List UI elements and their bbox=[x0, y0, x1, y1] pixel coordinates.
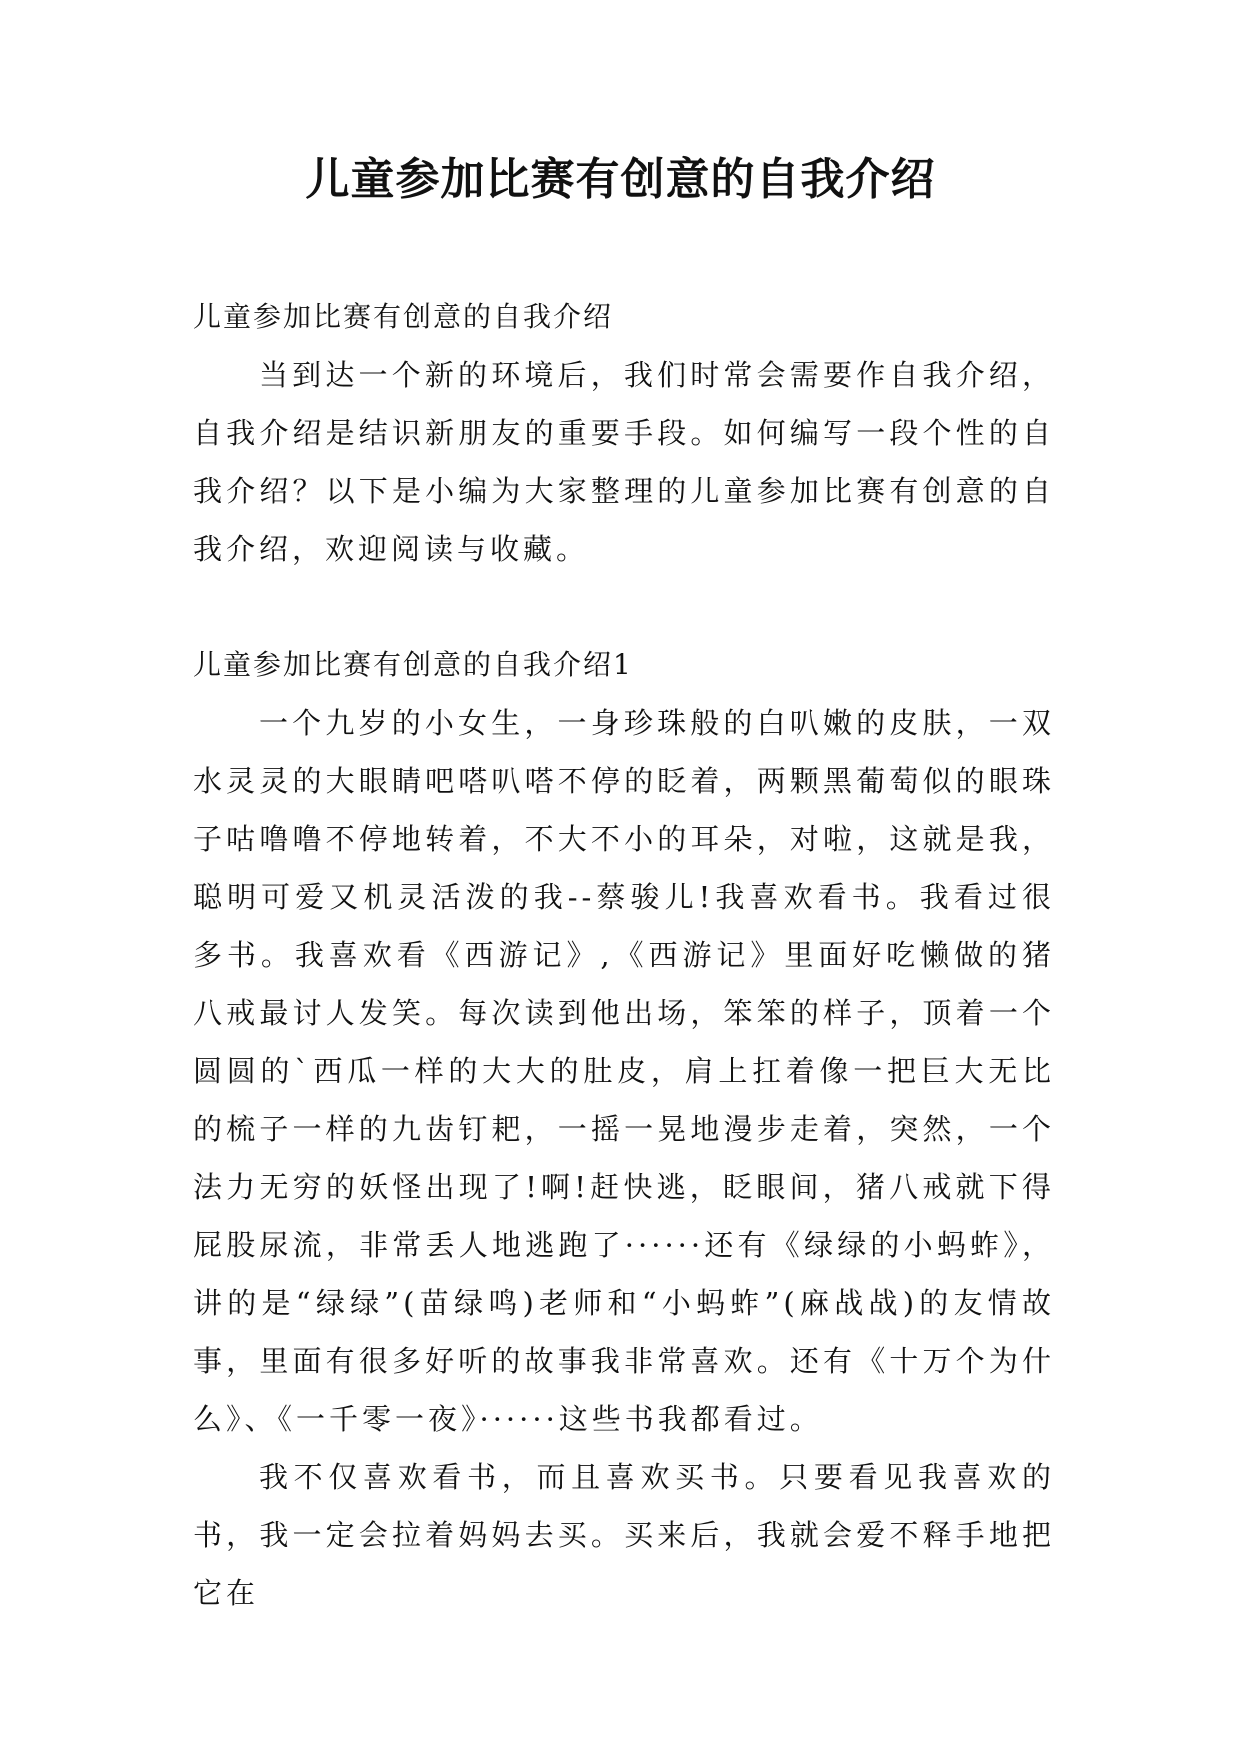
section-spacer bbox=[193, 578, 1055, 636]
section1-paragraph-1: 一个九岁的小女生，一身珍珠般的白叭嫩的皮肤，一双水灵灵的大眼睛吧嗒叭嗒不停的眨着，两颗黑葡萄似的眼珠子咕噜噜不停地转着，不大不小的耳朵，对啦，这就是我，聪明可爱又机灵活泼的我--蔡骏儿!我喜欢看书。我看过很多书。我喜欢看《西游记》,《西游记》里面好吃懒做的猪八戒最讨人发笑。每次读到他出场，笨笨的样子，顶着一个圆圆的`西瓜一样的大大的肚皮，肩上扛着像一把巨大无比的梳子一样的九齿钉耙，一摇一晃地漫步走着，突然，一个法力无穷的妖怪出现了!啊!赶快逃，眨眼间，猪八戒就下得屁股尿流，非常丢人地逃跑了······还有《绿绿的小蚂蚱》，讲的是“绿绿”(苗绿鸣)老师和“小蚂蚱”(麻战战)的友情故事，里面有很多好听的故事我非常喜欢。还有《十万个为什么》、《一千零一夜》······这些书我都看过。 bbox=[193, 706, 1055, 1436]
section1-paragraph-2: 我不仅喜欢看书，而且喜欢买书。只要看见我喜欢的书，我一定会拉着妈妈去买。买来后，我就会爱不释手地把它在 bbox=[193, 1460, 1055, 1610]
document-title: 儿童参加比赛有创意的自我介绍 bbox=[305, 154, 936, 205]
document-body bbox=[193, 288, 1055, 1622]
intro-heading: 儿童参加比赛有创意的自我介绍 bbox=[193, 300, 614, 333]
section1-heading: 儿童参加比赛有创意的自我介绍1 bbox=[193, 648, 633, 681]
intro-paragraph: 当到达一个新的环境后，我们时常会需要作自我介绍，自我介绍是结识新朋友的重要手段。如何编写一段个性的自我介绍？以下是小编为大家整理的儿童参加比赛有创意的自我介绍，欢迎阅读与收藏。 bbox=[193, 358, 1055, 566]
